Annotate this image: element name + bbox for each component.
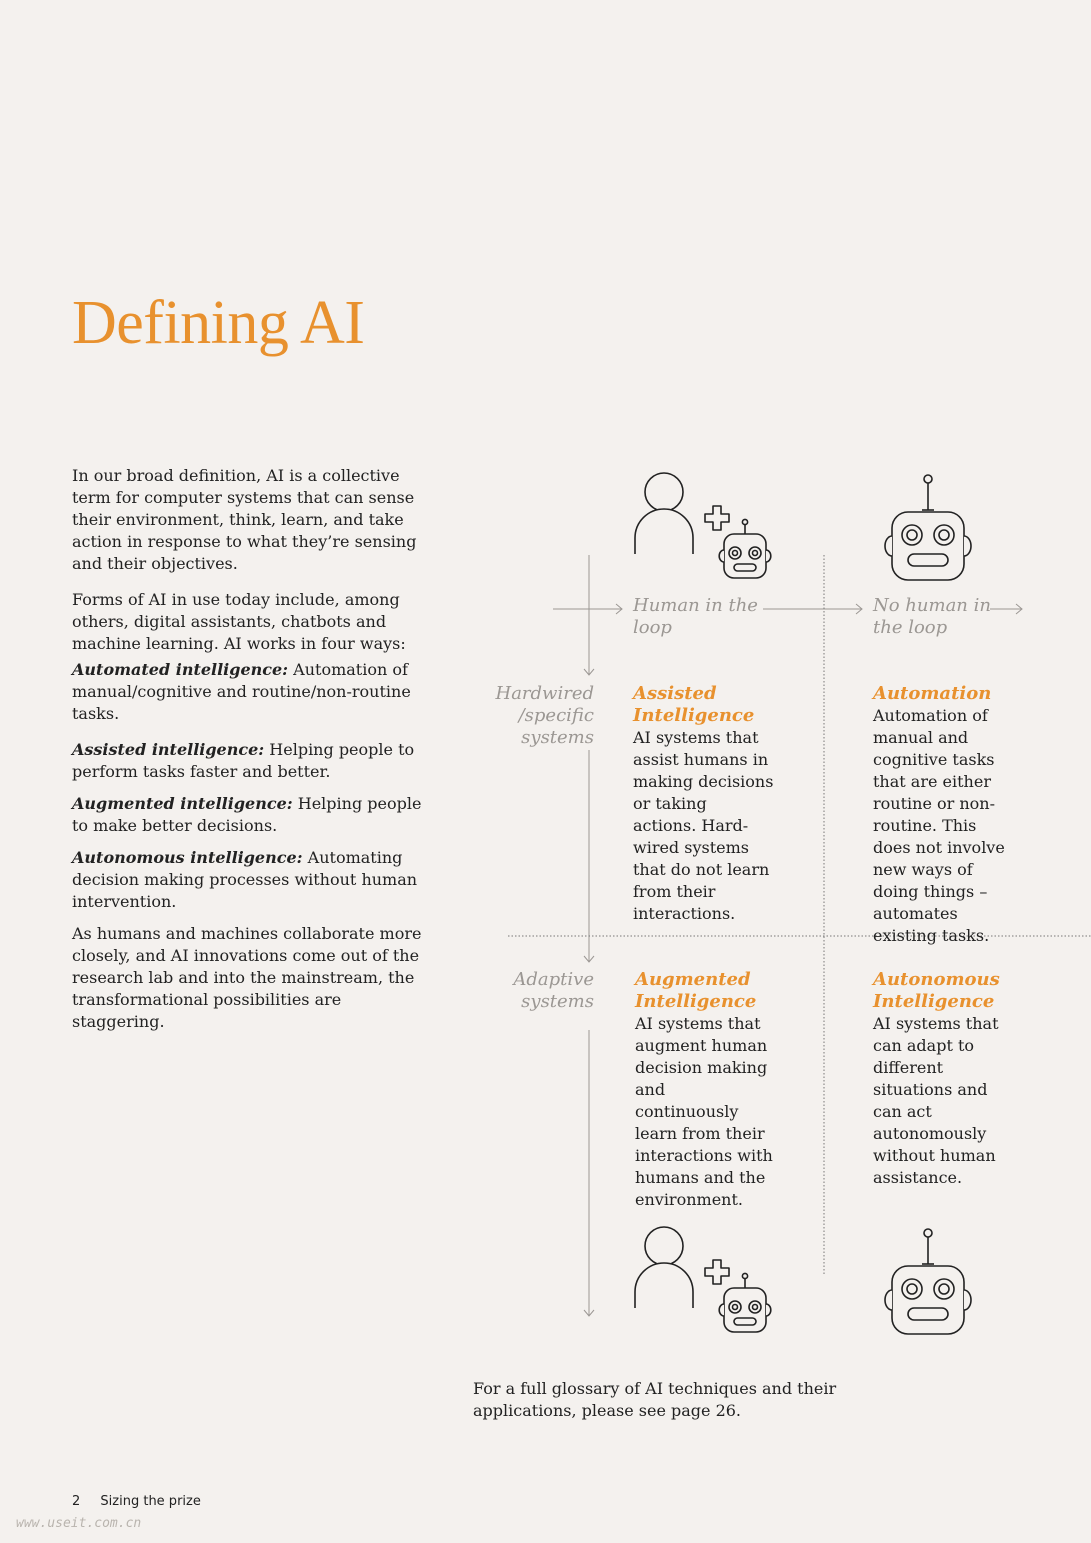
quadrant-title: Autonomous Intelligence — [873, 969, 1000, 1012]
definition-text: Helping people to perform tasks faster and better. — [72, 740, 415, 781]
definition-term: Assisted intelligence: — [72, 740, 265, 759]
quadrant-body: AI systems that augment human decision making and continuously learn from their interactions with humans and the environment. — [635, 1014, 773, 1209]
column-label-human-in-loop: Human in the loop — [633, 595, 758, 638]
quadrant-body: AI systems that can adapt to different situations and can act autonomously without human assistance. — [873, 1014, 999, 1187]
human-plus-robot-icon — [630, 468, 778, 586]
definition-term: Augmented intelligence: — [72, 794, 293, 813]
robot-icon — [872, 472, 984, 586]
quadrant-augmented — [635, 969, 785, 1211]
glossary-note: For a full glossary of AI techniques and their applications, please see page 26. — [473, 1379, 837, 1420]
definition-term: Automated intelligence: — [72, 660, 289, 679]
page-footer — [72, 1494, 217, 1509]
row-label-hardwired: Hardwired /specific systems — [495, 683, 594, 748]
watermark: www.useit.com.cn — [16, 1516, 142, 1531]
closing-paragraph: As humans and machines collaborate more closely, and AI innovations come out of the research lab and into the mainstream, the transformational possibilities are staggering. — [72, 924, 422, 1031]
quadrant-autonomous — [873, 969, 1023, 1189]
quadrant-title: Augmented Intelligence — [635, 969, 757, 1012]
quadrant-body: AI systems that assist humans in making decisions or taking actions. Hard-wired systems that do not learn from their interactions. — [633, 728, 774, 923]
definition-term: Autonomous intelligence: — [72, 848, 303, 867]
column-label-no-human-in-loop: No human in the loop — [873, 595, 991, 638]
quadrant-title: Automation — [873, 683, 992, 704]
quadrant-body: Automation of manual and cognitive tasks that are either routine or non-routine. This does not involve new ways of doing things – automates existing tasks. — [873, 706, 1005, 945]
human-plus-robot-icon — [630, 1222, 778, 1340]
page-title: Defining AI — [72, 289, 365, 357]
row-label-adaptive: Adaptive systems — [513, 969, 594, 1012]
definition-text: Automation of manual/cognitive and routine/non-routine tasks. — [72, 660, 411, 723]
definition-text: Automating decision making processes without human intervention. — [72, 848, 418, 911]
quadrant-automation — [873, 683, 1023, 947]
intro-paragraph: In our broad definition, AI is a collective term for computer systems that can sense their environment, think, learn, and take action in response to what they’re sensing and their objectives. — [72, 466, 417, 573]
intro-paragraph: Forms of AI in use today include, among others, digital assistants, chatbots and machine learning. AI works in four ways: — [72, 590, 406, 653]
definition-text: Helping people to make better decisions. — [72, 794, 422, 835]
page-number: 2 — [72, 1494, 81, 1509]
quadrant-assisted — [633, 683, 783, 925]
robot-icon — [872, 1226, 984, 1340]
section-name: Sizing the prize — [100, 1494, 201, 1509]
quadrant-title: Assisted Intelligence — [633, 683, 755, 726]
